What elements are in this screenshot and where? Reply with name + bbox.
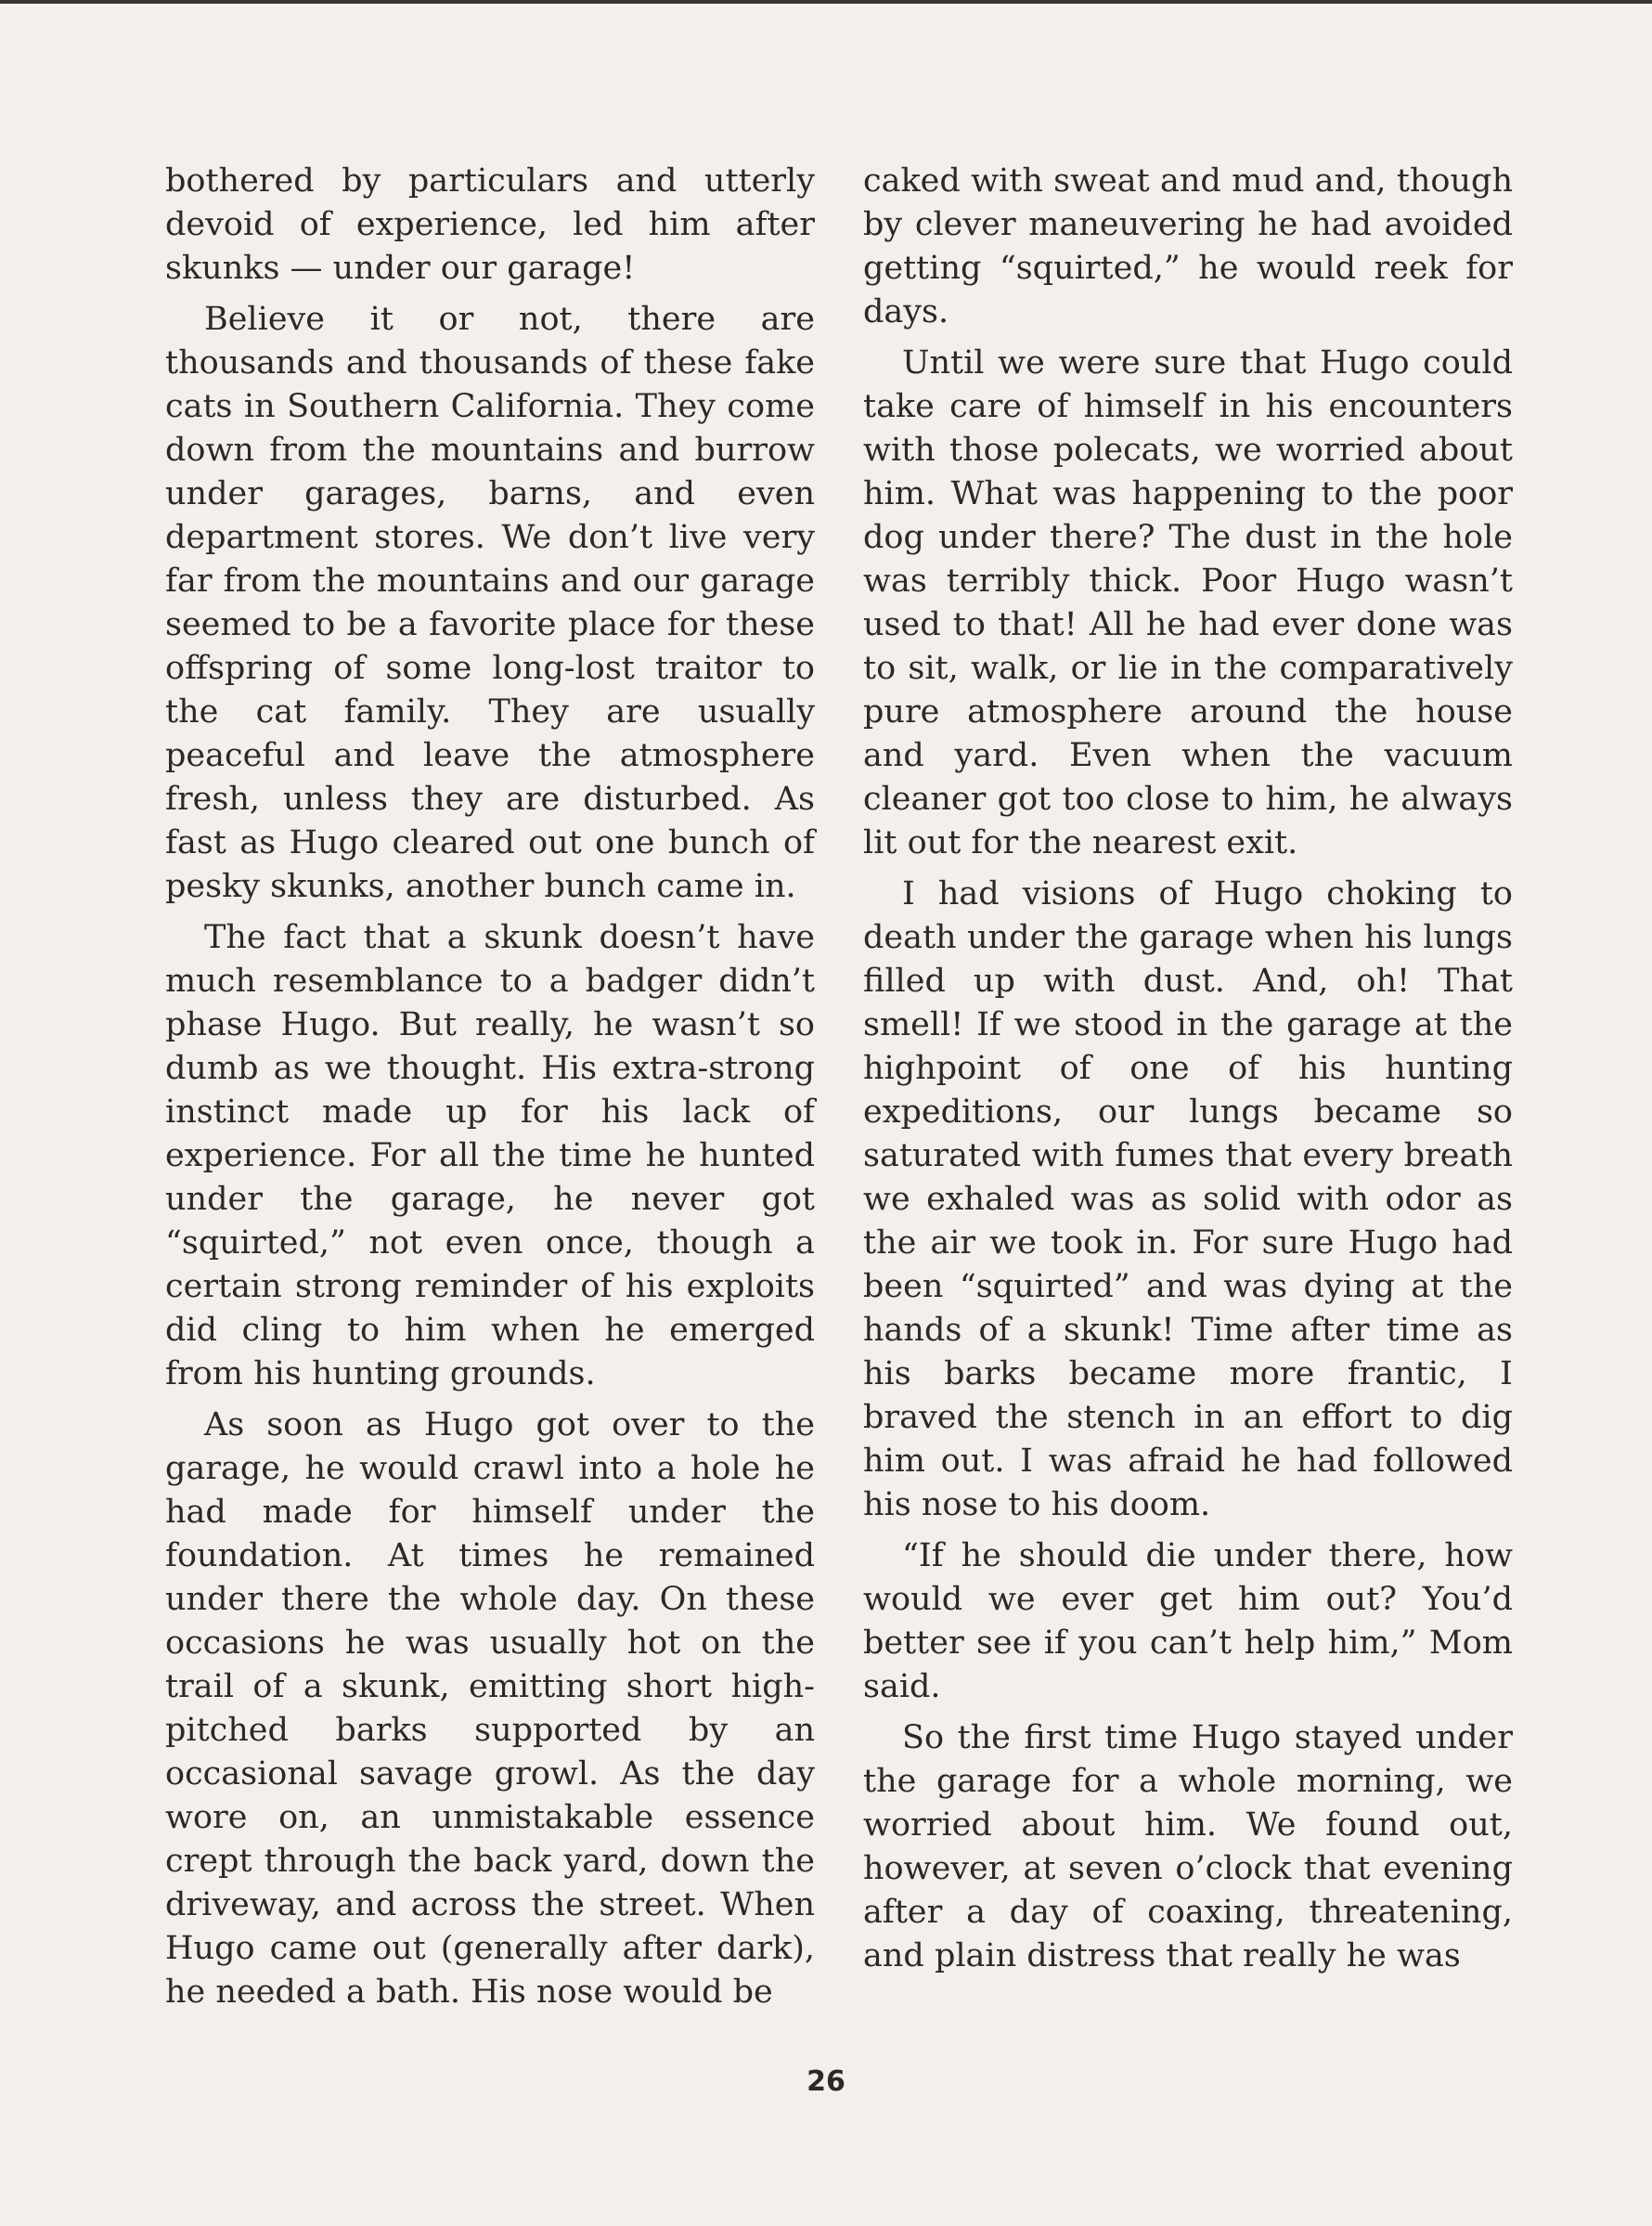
paragraph: bothered by particulars and utterly devoid of experience, led him after skunks — under our garage! [165, 162, 815, 287]
paragraph: So the first time Hugo stayed under the garage for a whole morning, we worried about him. We found out, however, at seven o’clock that evening after a day of coaxing, threatening, and plain distress that really he was [863, 1719, 1513, 1974]
paragraph: caked with sweat and mud and, though by clever maneuvering he had avoided getting “squirted,” he would reek for days. [863, 162, 1513, 330]
page-number: 26 [807, 2065, 845, 2098]
paragraph: Believe it or not, there are thousands and thousands of these fake cats in Southern California. They come down from the mountains and burrow under garages, barns, and even department stores. We don’t live very far from the mountains and our garage seemed to be a favorite place for these offspring of some long-lost traitor to the cat family. They are usually peaceful and leave the atmosphere fresh, unless they are disturbed. As fast as Hugo cleared out one bunch of pesky skunks, another bunch came in. [165, 301, 815, 905]
paragraph: As soon as Hugo got over to the garage, he would crawl into a hole he had made for himself under the foundation. At times he remained under there the whole day. On these occasions he was usually hot on the trail of a skunk, emitting short high-pitched barks supported by an occasional savage growl. As the day wore on, an unmistakable essence crept through the back yard, down the driveway, and across the street. When Hugo came out (generally after dark), he needed a bath. His nose would be [165, 1406, 815, 2011]
right-column [863, 160, 1513, 1986]
paragraph: “If he should die under there, how would we ever get him out? You’d better see if you can’t help him,” Mom said. [863, 1537, 1513, 1705]
paragraph: I had visions of Hugo choking to death under the garage when his lungs filled up with dust. And, oh! That smell! If we stood in the garage at the highpoint of one of his hunting expeditions, our lungs became so saturated with fumes that every breath we exhaled was as solid with odor as the air we took in. For sure Hugo had been “squirted” and was dying at the hands of a skunk! Time after time as his barks became more frantic, I braved the stench in an effort to dig him out. I was afraid he had followed his nose to his doom. [863, 875, 1513, 1523]
paragraph: Until we were sure that Hugo could take care of himself in his encounters with those polecats, we worried about him. What was happening to the poor dog under there? The dust in the hole was terribly thick. Poor Hugo wasn’t used to that! All he had ever done was to sit, walk, or lie in the comparatively pure atmosphere around the house and yard. Even when the vacuum cleaner got too close to him, he always lit out for the nearest exit. [863, 344, 1513, 861]
top-border [0, 0, 1652, 4]
paragraph: The fact that a skunk doesn’t have much resemblance to a badger didn’t phase Hugo. But really, he wasn’t so dumb as we thought. His extra-strong instinct made up for his lack of experience. For all the time he hunted under the garage, he never got “squirted,” not even once, though a certain strong reminder of his exploits did cling to him when he emerged from his hunting grounds. [165, 919, 815, 1392]
left-column [165, 160, 815, 2022]
